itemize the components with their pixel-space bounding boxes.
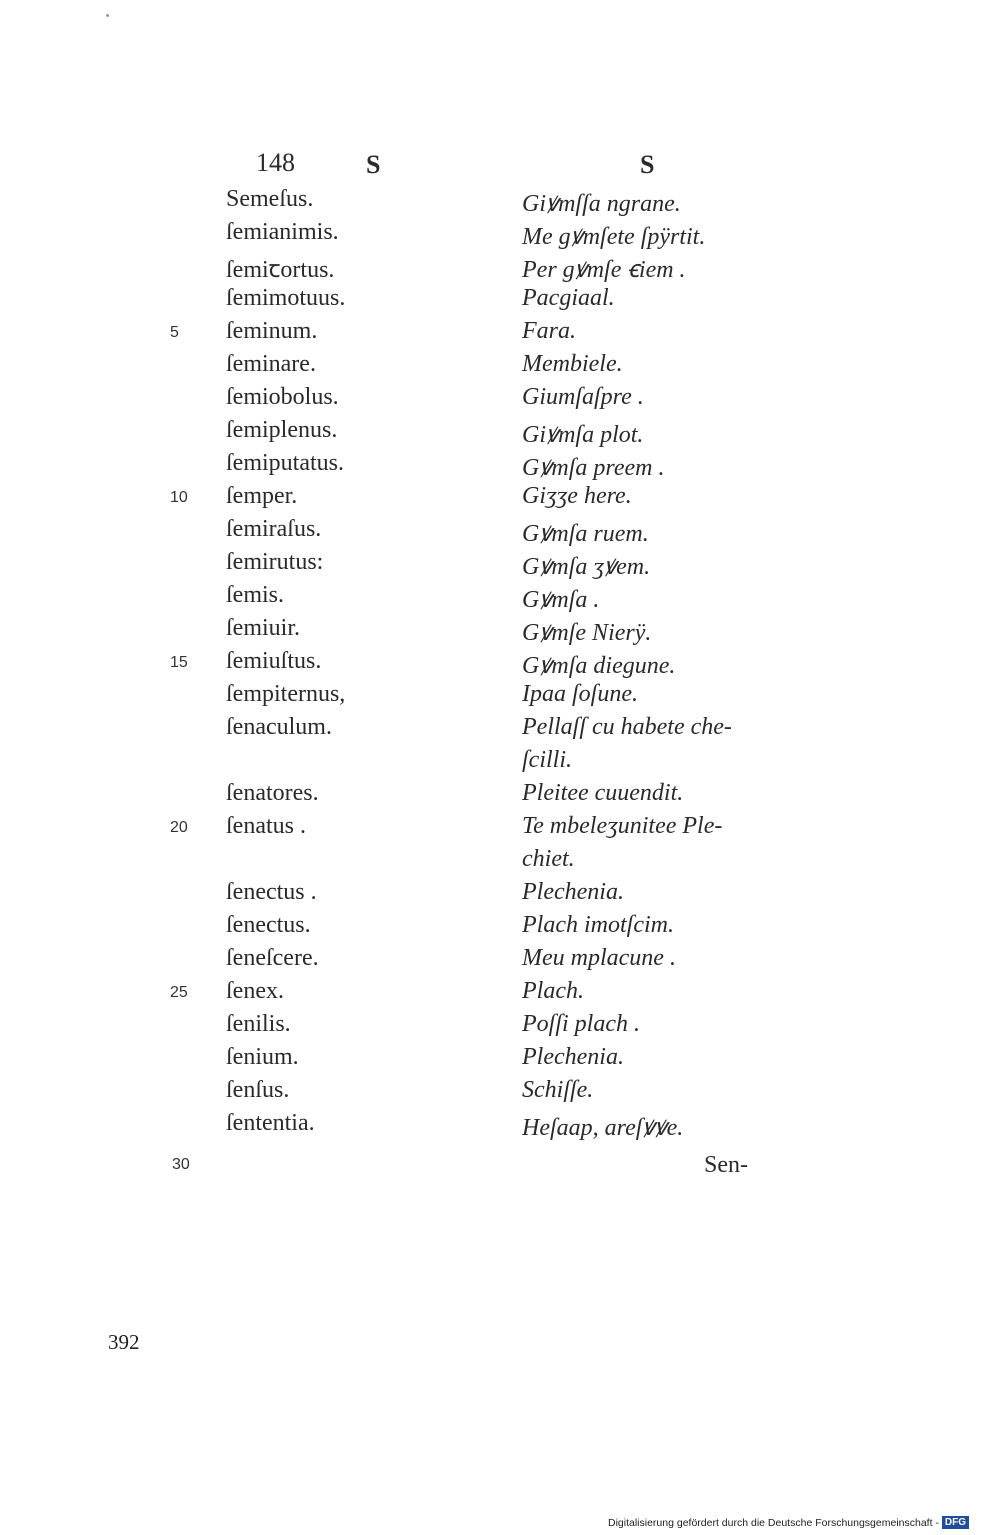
- latin-headword: Semeſus.: [226, 186, 314, 212]
- latin-headword: ſemiraſus.: [226, 516, 322, 542]
- albanian-translation: Heſaap, areſꝟꝟe.: [522, 1115, 684, 1141]
- latin-headword: ſenatus .: [226, 813, 306, 839]
- latin-headword: ſemper.: [226, 483, 298, 509]
- entry-row: [0, 186, 1000, 219]
- digitization-footer: [608, 1516, 969, 1529]
- latin-headword: ſenex.: [226, 978, 284, 1004]
- page-header-letter-left: S: [366, 150, 381, 179]
- folio-number: 392: [108, 1330, 140, 1354]
- latin-headword: ſeminare.: [226, 351, 316, 377]
- albanian-translation: Gꝟmſa .: [522, 587, 600, 613]
- albanian-translation: Plach.: [522, 978, 584, 1004]
- entry-row: [0, 714, 1000, 747]
- entry-row: [0, 747, 1000, 780]
- entry-row: [0, 648, 1000, 681]
- scan-speck: [106, 14, 109, 17]
- latin-headword: ſenectus .: [226, 879, 317, 905]
- latin-headword: ſenilis.: [226, 1011, 291, 1037]
- latin-headword: ſenectus.: [226, 912, 311, 938]
- albanian-translation: Giumſaſpre .: [522, 384, 644, 410]
- albanian-translation: Me gꝟmſete ſpÿrtit.: [522, 224, 706, 250]
- albanian-translation: Gꝟmſa ruem.: [522, 521, 649, 547]
- footer-text: Digitalisierung gefördert durch die Deutsche Forschungsgemeinschaft -: [608, 1516, 939, 1529]
- latin-headword: ſemis.: [226, 582, 284, 608]
- entry-row: [0, 879, 1000, 912]
- albanian-translation: Fara.: [522, 318, 576, 344]
- albanian-translation: Te mbeleʒunitee Ple-: [522, 813, 723, 839]
- entry-row: [0, 780, 1000, 813]
- latin-headword: ſemiplenus.: [226, 417, 338, 443]
- albanian-translation: chiet.: [522, 846, 575, 872]
- albanian-translation: Plechenia.: [522, 1044, 624, 1070]
- albanian-translation: Giʒʒe here.: [522, 483, 632, 509]
- albanian-translation: Poſſi plach .: [522, 1011, 640, 1037]
- albanian-translation: Ipaa ſoſune.: [522, 681, 638, 707]
- entry-row: [0, 813, 1000, 846]
- entry-row: [0, 417, 1000, 450]
- page-header-letter-right: S: [640, 150, 655, 179]
- albanian-translation: Pellaſſ cu habete che-: [522, 714, 732, 740]
- albanian-translation: Membiele.: [522, 351, 623, 377]
- latin-headword: ſemiuir.: [226, 615, 300, 641]
- albanian-translation: Gꝟmſe Nierÿ.: [522, 620, 652, 646]
- entry-row: [0, 516, 1000, 549]
- albanian-translation: Per gꝟmſe ꞓiem .: [522, 257, 686, 283]
- albanian-translation: Pleitee cuuendit.: [522, 780, 684, 806]
- page-header-number: 148: [256, 148, 295, 177]
- entry-row: [0, 483, 1000, 516]
- albanian-translation: Giꝟmſa plot.: [522, 422, 644, 448]
- albanian-translation: Plechenia.: [522, 879, 624, 905]
- line-number: 5: [170, 324, 179, 341]
- entry-row: [0, 219, 1000, 252]
- albanian-translation: Meu mplacune .: [522, 945, 676, 971]
- latin-headword: ſemiputatus.: [226, 450, 344, 476]
- entry-row: [0, 912, 1000, 945]
- latin-headword: ſemiꞇortus.: [226, 257, 335, 283]
- latin-headword: ſemiuſtus.: [226, 648, 322, 674]
- entry-row: [0, 318, 1000, 351]
- albanian-translation: Pacgiaal.: [522, 285, 615, 311]
- entry-row: [0, 945, 1000, 978]
- albanian-translation: Gꝟmſa ʒꝟem.: [522, 554, 651, 580]
- entry-row: [0, 285, 1000, 318]
- latin-headword: ſententia.: [226, 1110, 315, 1136]
- entry-row: [0, 615, 1000, 648]
- entry-row: [0, 351, 1000, 384]
- latin-headword: ſeminum.: [226, 318, 318, 344]
- entry-row: [0, 384, 1000, 417]
- line-number: 10: [170, 489, 188, 506]
- entry-row: [0, 582, 1000, 615]
- latin-headword: ſenatores.: [226, 780, 319, 806]
- albanian-translation: Giꝟmſſa ngrane.: [522, 191, 681, 217]
- latin-headword: ſempiternus,: [226, 681, 346, 707]
- entry-row: [0, 1044, 1000, 1077]
- latin-headword: ſemimotuus.: [226, 285, 346, 311]
- albanian-translation: Gꝟmſa preem .: [522, 455, 665, 481]
- entry-row: [0, 252, 1000, 285]
- line-number: 25: [170, 984, 188, 1001]
- entry-row: [0, 1011, 1000, 1044]
- latin-headword: ſenaculum.: [226, 714, 332, 740]
- dfg-logo: DFG: [942, 1516, 969, 1529]
- entry-row: [0, 681, 1000, 714]
- line-number: 15: [170, 654, 188, 671]
- albanian-translation: Gꝟmſa diegune.: [522, 653, 676, 679]
- albanian-translation: Schiſſe.: [522, 1077, 594, 1103]
- latin-headword: ſenſus.: [226, 1077, 290, 1103]
- latin-headword: ſemiobolus.: [226, 384, 339, 410]
- entry-row: [0, 846, 1000, 879]
- albanian-translation: Plach imotſcim.: [522, 912, 674, 938]
- latin-headword: ſemianimis.: [226, 219, 339, 245]
- latin-headword: ſenium.: [226, 1044, 299, 1070]
- entry-row: [0, 450, 1000, 483]
- line-number: 20: [170, 819, 188, 836]
- catchword: Sen-: [704, 1152, 748, 1178]
- latin-headword: ſemirutus:: [226, 549, 324, 575]
- albanian-translation: ſcilli.: [522, 747, 572, 773]
- entry-row: [0, 1077, 1000, 1110]
- entry-row: [0, 978, 1000, 1011]
- line-number: 30: [172, 1156, 190, 1173]
- latin-headword: ſeneſcere.: [226, 945, 319, 971]
- entry-row: [0, 549, 1000, 582]
- entry-row: [0, 1110, 1000, 1143]
